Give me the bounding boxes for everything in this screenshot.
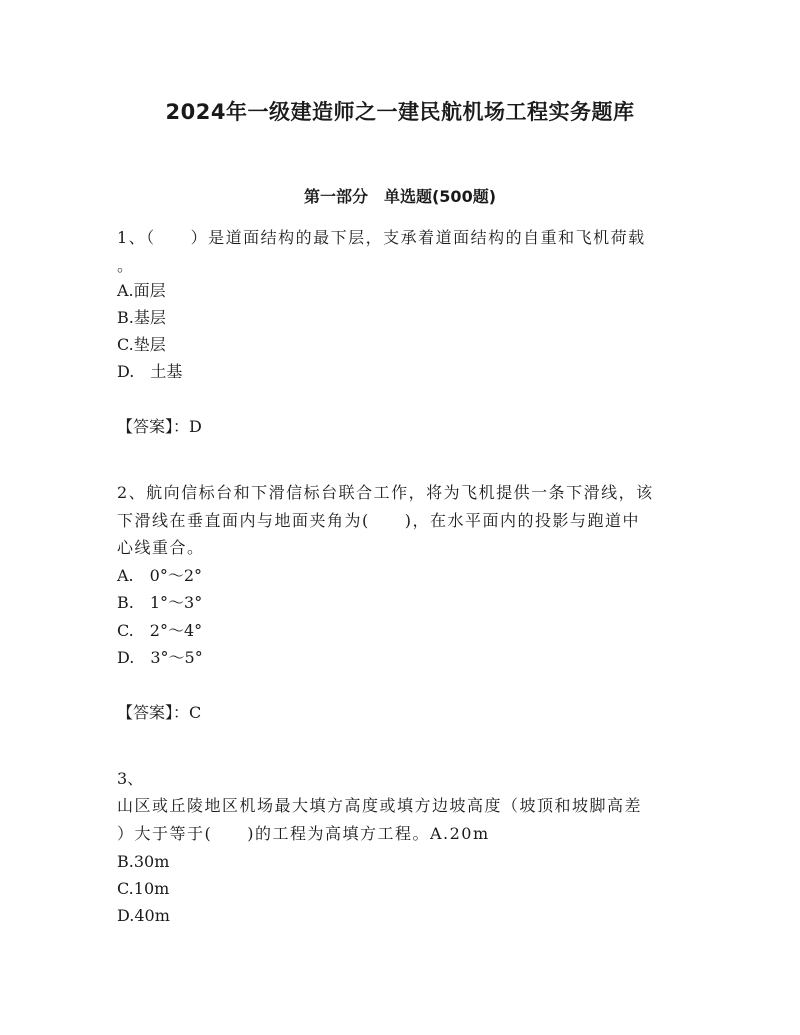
- question-2-option-b: B. 1°～3°: [117, 593, 203, 612]
- question-2-option-d: D. 3°～5°: [117, 648, 203, 667]
- section-heading: 第一部分 单选题(500题): [303, 187, 497, 206]
- question-3-option-c: C.10m: [117, 879, 170, 898]
- question-1-option-c: C.垫层: [117, 335, 166, 354]
- question-1-option-a: A.面层: [117, 281, 166, 300]
- question-3-stem-continued: ）大于等于( )的工程为高填方工程。A.20m: [117, 824, 490, 843]
- question-1-answer: 【答案】：D: [117, 417, 202, 436]
- question-2-stem-end: 心线重合。: [117, 538, 205, 557]
- question-1-option-b: B.基层: [117, 308, 166, 327]
- question-3-number: 3、: [117, 769, 144, 788]
- question-1-stem: 1、（ ）是道面结构的最下层，支承着道面结构的自重和飞机荷载: [117, 228, 646, 247]
- question-1-option-d: D. 土基: [117, 362, 183, 381]
- question-2-option-a: A. 0°～2°: [117, 566, 203, 585]
- question-2-stem-continued: 下滑线在垂直面内与地面夹角为( )，在水平面内的投影与跑道中: [117, 511, 640, 530]
- question-1-stem-continued: 。: [117, 256, 134, 275]
- question-3-stem: 山区或丘陵地区机场最大填方高度或填方边坡高度（坡顶和坡脚高差: [117, 796, 643, 815]
- question-2-stem: 2、航向信标台和下滑信标台联合工作，将为飞机提供一条下滑线，该: [117, 483, 654, 502]
- question-2-option-c: C. 2°～4°: [117, 621, 203, 640]
- question-3-option-d: D.40m: [117, 906, 170, 925]
- question-2-answer: 【答案】：C: [117, 703, 202, 722]
- document-title: 2024年一级建造师之一建民航机场工程实务题库: [165, 100, 635, 124]
- question-3-option-b: B.30m: [117, 852, 170, 871]
